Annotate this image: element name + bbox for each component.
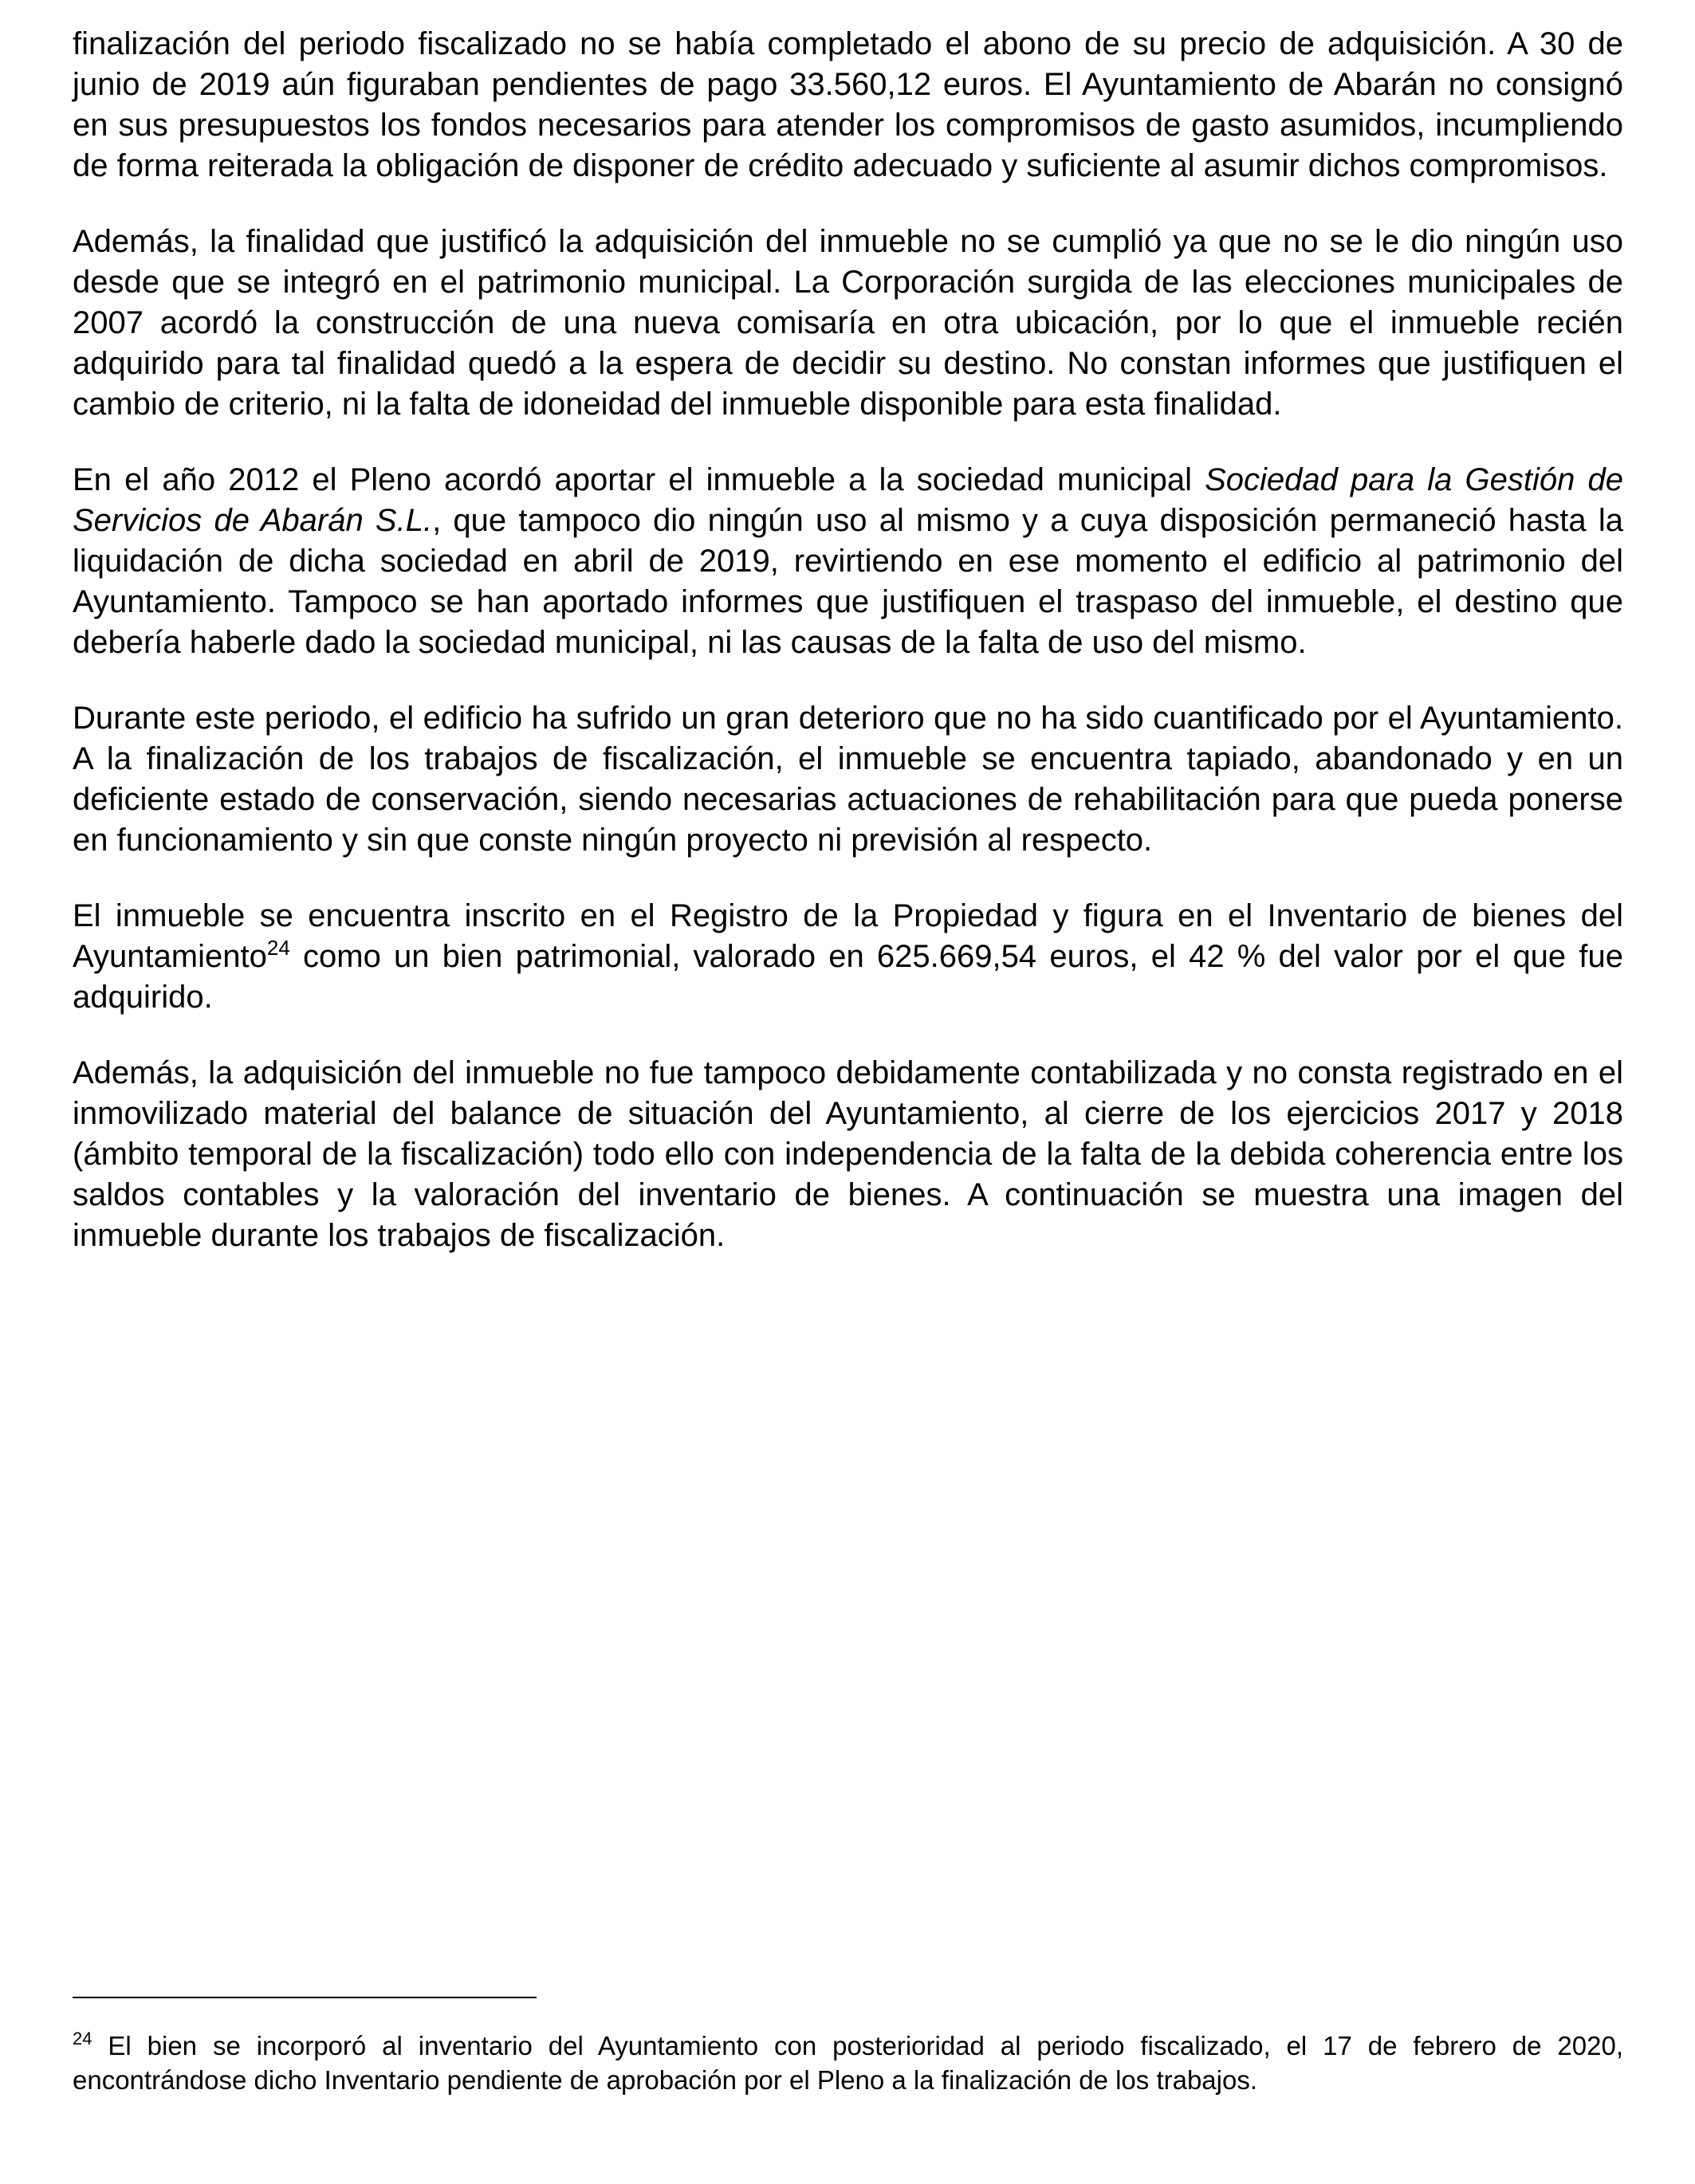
paragraph-pending-payment: finalización del periodo fiscalizado no se había completado el abono de su precio de adquisición. A 30 de junio de 2019 aún figuraban pendientes de pago 33.560,12 euros. El Ayuntamiento de Abarán no consignó en sus presupuestos los fondos necesarios para atender los compromisos de gasto asumidos, incumpliendo de forma reiterada la obligación de disponer de crédito adecuado y suficiente al asumir dichos compromisos.: [73, 26, 1623, 183]
paragraph-text-before: En el año 2012 el Pleno acordó aportar el inmueble a la sociedad municipal: [73, 462, 1205, 497]
paragraph-text-after: , que tampoco dio ningún uso al mismo y a cuya disposición permaneció hasta la liquidación de dicha sociedad en abril de 2019, revirtiendo en ese momento el edificio al patrimonio del Ayuntamiento. Tampoco se han aportado informes que justifiquen el traspaso del inmueble, el destino que debería haberle dado la sociedad municipal, ni las causas de la falta de uso del mismo.: [73, 503, 1624, 660]
footnote-number: 24: [73, 2029, 92, 2048]
paragraph-unused-property: Además, la finalidad que justificó la adquisición del inmueble no se cumplió ya que no se le dio ningún uso desde que se integró en el patrimonio municipal. La Corporación surgida de las elecciones municipales de 2007 acordó la construcción de una nueva comisaría en otra ubicación, por lo que el inmueble recién adquirido para tal finalidad quedó a la espera de decidir su destino. No constan informes que justifiquen el cambio de criterio, ni la falta de idoneidad del inmueble disponible para esta finalidad.: [73, 224, 1623, 422]
footnote-text: El bien se incorporó al inventario del Ayuntamiento con posterioridad al periodo fiscalizado, el 17 de febrero de 2020, encontrándose dicho Inventario pendiente de aprobación por el Pleno a la finalización de los trabajos.: [73, 2031, 1623, 2095]
paragraph-text-before: El inmueble se encuentra inscrito en el Registro de la Propiedad y figura en el Inventario de bienes del Ayuntamiento: [73, 898, 1623, 974]
footnote-24: [73, 2029, 1623, 2097]
paragraph-accounting: Además, la adquisición del inmueble no fue tampoco debidamente contabilizada y no consta registrado en el inmovilizado material del balance de situación del Ayuntamiento, al cierre de los ejercicios 2017 y 2018 (ámbito temporal de la fiscalización) todo ello con independencia de la falta de la debida coherencia entre los saldos contables y la valoración del inventario de bienes. A continuación se muestra una imagen del inmueble durante los trabajos de fiscalización.: [73, 1055, 1623, 1253]
paragraph-registry-inventory: [73, 896, 1623, 1018]
paragraph-deterioration: Durante este periodo, el edificio ha sufrido un gran deterioro que no ha sido cuantificado por el Ayuntamiento. A la finalización de los trabajos de fiscalización, el inmueble se encuentra tapiado, abandonado y en un deficiente estado de conservación, siendo necesarias actuaciones de rehabilitación para que pueda ponerse en funcionamiento y sin que conste ningún proyecto ni previsión al respecto.: [73, 701, 1623, 858]
footnote-separator: [73, 1997, 537, 1998]
paragraph-municipal-company: [73, 460, 1623, 663]
paragraph-text-after: como un bien patrimonial, valorado en 625.669,54 euros, el 42 % del valor por el que fue adquirido.: [73, 939, 1623, 1015]
footnote-reference[interactable]: 24: [266, 936, 290, 960]
company-name-italic: Sociedad para la Gestión de Servicios de Abarán S.L.: [73, 462, 1623, 538]
document-body: [73, 24, 1623, 1291]
